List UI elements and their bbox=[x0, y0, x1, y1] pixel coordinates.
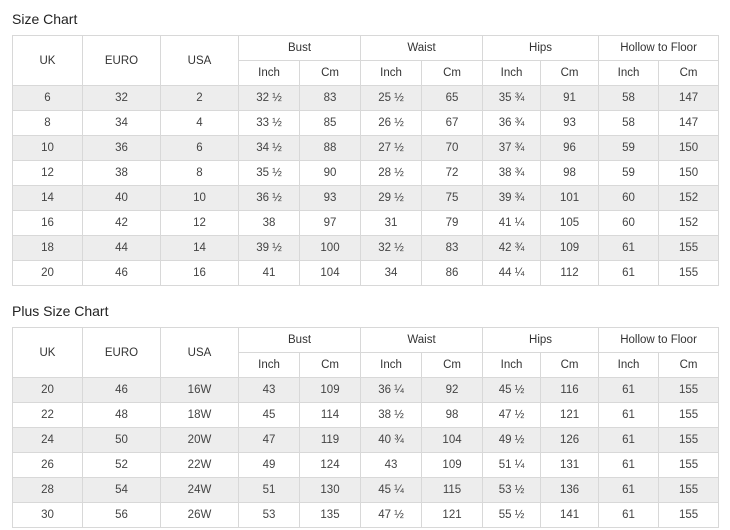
header-hips: Hips bbox=[483, 328, 599, 353]
cell-hollow-inch: 61 bbox=[599, 378, 659, 403]
cell-hollow-inch: 59 bbox=[599, 161, 659, 186]
cell-hips-inch: 53 ½ bbox=[483, 478, 541, 503]
cell-waist-cm: 65 bbox=[422, 86, 483, 111]
cell-bust-cm: 135 bbox=[300, 503, 361, 528]
table-row bbox=[13, 261, 719, 286]
cell-hollow-cm: 147 bbox=[659, 86, 719, 111]
header-hips-inch: Inch bbox=[483, 353, 541, 378]
table-row bbox=[13, 378, 719, 403]
cell-waist-cm: 115 bbox=[422, 478, 483, 503]
cell-usa: 6 bbox=[161, 136, 239, 161]
cell-hollow-cm: 155 bbox=[659, 453, 719, 478]
cell-hollow-cm: 152 bbox=[659, 186, 719, 211]
header-bust-cm: Cm bbox=[300, 61, 361, 86]
cell-euro: 44 bbox=[83, 236, 161, 261]
cell-waist-cm: 83 bbox=[422, 236, 483, 261]
cell-bust-cm: 90 bbox=[300, 161, 361, 186]
cell-waist-cm: 70 bbox=[422, 136, 483, 161]
cell-uk: 20 bbox=[13, 378, 83, 403]
cell-usa: 22W bbox=[161, 453, 239, 478]
cell-hollow-cm: 155 bbox=[659, 261, 719, 286]
cell-uk: 24 bbox=[13, 428, 83, 453]
table-header-group-row bbox=[13, 328, 719, 353]
cell-uk: 22 bbox=[13, 403, 83, 428]
table-row bbox=[13, 403, 719, 428]
cell-uk: 26 bbox=[13, 453, 83, 478]
cell-hollow-cm: 155 bbox=[659, 428, 719, 453]
table-row bbox=[13, 136, 719, 161]
cell-hollow-inch: 61 bbox=[599, 478, 659, 503]
cell-usa: 18W bbox=[161, 403, 239, 428]
cell-hollow-cm: 147 bbox=[659, 111, 719, 136]
cell-usa: 26W bbox=[161, 503, 239, 528]
cell-uk: 10 bbox=[13, 136, 83, 161]
header-hollow-inch: Inch bbox=[599, 353, 659, 378]
header-bust-cm: Cm bbox=[300, 353, 361, 378]
cell-bust-inch: 45 bbox=[239, 403, 300, 428]
cell-hollow-inch: 58 bbox=[599, 111, 659, 136]
cell-usa: 4 bbox=[161, 111, 239, 136]
cell-waist-inch: 45 ¼ bbox=[361, 478, 422, 503]
cell-bust-cm: 93 bbox=[300, 186, 361, 211]
cell-waist-cm: 75 bbox=[422, 186, 483, 211]
cell-bust-inch: 32 ½ bbox=[239, 86, 300, 111]
cell-euro: 38 bbox=[83, 161, 161, 186]
header-bust: Bust bbox=[239, 36, 361, 61]
header-bust-inch: Inch bbox=[239, 353, 300, 378]
cell-usa: 14 bbox=[161, 236, 239, 261]
table-row bbox=[13, 236, 719, 261]
cell-uk: 6 bbox=[13, 86, 83, 111]
header-euro: EURO bbox=[83, 36, 161, 86]
cell-bust-inch: 41 bbox=[239, 261, 300, 286]
cell-hollow-inch: 61 bbox=[599, 403, 659, 428]
cell-usa: 2 bbox=[161, 86, 239, 111]
table-row bbox=[13, 503, 719, 528]
cell-usa: 16W bbox=[161, 378, 239, 403]
cell-waist-inch: 40 ¾ bbox=[361, 428, 422, 453]
cell-euro: 54 bbox=[83, 478, 161, 503]
cell-bust-inch: 43 bbox=[239, 378, 300, 403]
cell-euro: 48 bbox=[83, 403, 161, 428]
cell-euro: 42 bbox=[83, 211, 161, 236]
cell-bust-cm: 119 bbox=[300, 428, 361, 453]
cell-hips-cm: 96 bbox=[541, 136, 599, 161]
table-header-group-row bbox=[13, 36, 719, 61]
header-hips-inch: Inch bbox=[483, 61, 541, 86]
cell-waist-cm: 121 bbox=[422, 503, 483, 528]
cell-hips-cm: 101 bbox=[541, 186, 599, 211]
cell-bust-inch: 36 ½ bbox=[239, 186, 300, 211]
cell-uk: 18 bbox=[13, 236, 83, 261]
cell-hollow-inch: 59 bbox=[599, 136, 659, 161]
cell-uk: 14 bbox=[13, 186, 83, 211]
cell-hips-cm: 121 bbox=[541, 403, 599, 428]
header-bust-inch: Inch bbox=[239, 61, 300, 86]
cell-waist-inch: 27 ½ bbox=[361, 136, 422, 161]
header-waist: Waist bbox=[361, 36, 483, 61]
cell-hips-cm: 91 bbox=[541, 86, 599, 111]
cell-bust-cm: 83 bbox=[300, 86, 361, 111]
cell-hollow-cm: 155 bbox=[659, 478, 719, 503]
cell-hips-cm: 112 bbox=[541, 261, 599, 286]
cell-hollow-cm: 155 bbox=[659, 503, 719, 528]
cell-hips-inch: 39 ¾ bbox=[483, 186, 541, 211]
cell-uk: 30 bbox=[13, 503, 83, 528]
cell-bust-cm: 88 bbox=[300, 136, 361, 161]
header-waist-cm: Cm bbox=[422, 61, 483, 86]
table-row bbox=[13, 161, 719, 186]
table-row bbox=[13, 428, 719, 453]
cell-waist-cm: 86 bbox=[422, 261, 483, 286]
section-spacer bbox=[12, 286, 718, 298]
cell-bust-inch: 38 bbox=[239, 211, 300, 236]
cell-bust-cm: 109 bbox=[300, 378, 361, 403]
header-waist-inch: Inch bbox=[361, 353, 422, 378]
cell-hips-inch: 38 ¾ bbox=[483, 161, 541, 186]
cell-waist-inch: 26 ½ bbox=[361, 111, 422, 136]
cell-hips-inch: 47 ½ bbox=[483, 403, 541, 428]
header-waist-cm: Cm bbox=[422, 353, 483, 378]
cell-usa: 8 bbox=[161, 161, 239, 186]
cell-hips-cm: 126 bbox=[541, 428, 599, 453]
cell-waist-inch: 36 ¼ bbox=[361, 378, 422, 403]
cell-hips-cm: 141 bbox=[541, 503, 599, 528]
cell-euro: 32 bbox=[83, 86, 161, 111]
header-hollow-to-floor: Hollow to Floor bbox=[599, 36, 719, 61]
cell-hips-inch: 51 ¼ bbox=[483, 453, 541, 478]
cell-euro: 50 bbox=[83, 428, 161, 453]
cell-euro: 40 bbox=[83, 186, 161, 211]
cell-uk: 20 bbox=[13, 261, 83, 286]
cell-hips-inch: 42 ¾ bbox=[483, 236, 541, 261]
header-uk: UK bbox=[13, 36, 83, 86]
cell-waist-cm: 92 bbox=[422, 378, 483, 403]
header-usa: USA bbox=[161, 328, 239, 378]
cell-euro: 34 bbox=[83, 111, 161, 136]
cell-bust-cm: 124 bbox=[300, 453, 361, 478]
cell-waist-cm: 79 bbox=[422, 211, 483, 236]
cell-hollow-inch: 58 bbox=[599, 86, 659, 111]
cell-hips-inch: 45 ½ bbox=[483, 378, 541, 403]
header-hips-cm: Cm bbox=[541, 353, 599, 378]
header-hollow-cm: Cm bbox=[659, 353, 719, 378]
header-euro: EURO bbox=[83, 328, 161, 378]
cell-uk: 12 bbox=[13, 161, 83, 186]
header-uk: UK bbox=[13, 328, 83, 378]
cell-waist-cm: 104 bbox=[422, 428, 483, 453]
cell-bust-cm: 104 bbox=[300, 261, 361, 286]
cell-hollow-inch: 60 bbox=[599, 186, 659, 211]
cell-uk: 28 bbox=[13, 478, 83, 503]
cell-hollow-cm: 155 bbox=[659, 403, 719, 428]
cell-hips-cm: 105 bbox=[541, 211, 599, 236]
cell-bust-inch: 51 bbox=[239, 478, 300, 503]
cell-waist-inch: 38 ½ bbox=[361, 403, 422, 428]
table-row bbox=[13, 453, 719, 478]
cell-waist-inch: 43 bbox=[361, 453, 422, 478]
cell-bust-inch: 33 ½ bbox=[239, 111, 300, 136]
cell-hips-inch: 41 ¼ bbox=[483, 211, 541, 236]
cell-bust-inch: 47 bbox=[239, 428, 300, 453]
table-row bbox=[13, 186, 719, 211]
cell-waist-inch: 32 ½ bbox=[361, 236, 422, 261]
cell-bust-inch: 34 ½ bbox=[239, 136, 300, 161]
cell-usa: 16 bbox=[161, 261, 239, 286]
page-title-size-chart: Size Chart bbox=[12, 11, 78, 27]
page-title-plus-size-chart: Plus Size Chart bbox=[12, 303, 109, 319]
cell-euro: 46 bbox=[83, 261, 161, 286]
size-chart-table bbox=[12, 35, 719, 286]
header-usa: USA bbox=[161, 36, 239, 86]
cell-hollow-cm: 155 bbox=[659, 378, 719, 403]
cell-bust-cm: 130 bbox=[300, 478, 361, 503]
cell-waist-cm: 67 bbox=[422, 111, 483, 136]
plus-size-chart-table bbox=[12, 327, 719, 528]
cell-waist-inch: 28 ½ bbox=[361, 161, 422, 186]
cell-waist-inch: 25 ½ bbox=[361, 86, 422, 111]
cell-hips-inch: 55 ½ bbox=[483, 503, 541, 528]
cell-hips-cm: 93 bbox=[541, 111, 599, 136]
cell-hips-inch: 44 ¼ bbox=[483, 261, 541, 286]
cell-hollow-inch: 61 bbox=[599, 503, 659, 528]
table-row bbox=[13, 86, 719, 111]
cell-waist-inch: 34 bbox=[361, 261, 422, 286]
cell-euro: 56 bbox=[83, 503, 161, 528]
cell-hips-cm: 116 bbox=[541, 378, 599, 403]
cell-hips-cm: 136 bbox=[541, 478, 599, 503]
cell-hips-cm: 98 bbox=[541, 161, 599, 186]
cell-bust-inch: 53 bbox=[239, 503, 300, 528]
cell-hollow-cm: 155 bbox=[659, 236, 719, 261]
header-hollow-to-floor: Hollow to Floor bbox=[599, 328, 719, 353]
cell-usa: 10 bbox=[161, 186, 239, 211]
cell-bust-inch: 35 ½ bbox=[239, 161, 300, 186]
cell-hollow-inch: 61 bbox=[599, 453, 659, 478]
cell-uk: 16 bbox=[13, 211, 83, 236]
table-row bbox=[13, 111, 719, 136]
cell-waist-inch: 31 bbox=[361, 211, 422, 236]
cell-hollow-cm: 150 bbox=[659, 136, 719, 161]
cell-hips-inch: 49 ½ bbox=[483, 428, 541, 453]
cell-waist-inch: 29 ½ bbox=[361, 186, 422, 211]
cell-hips-inch: 36 ¾ bbox=[483, 111, 541, 136]
cell-euro: 46 bbox=[83, 378, 161, 403]
cell-bust-cm: 100 bbox=[300, 236, 361, 261]
cell-hips-cm: 109 bbox=[541, 236, 599, 261]
cell-hollow-cm: 150 bbox=[659, 161, 719, 186]
header-hollow-cm: Cm bbox=[659, 61, 719, 86]
cell-waist-inch: 47 ½ bbox=[361, 503, 422, 528]
cell-bust-inch: 49 bbox=[239, 453, 300, 478]
cell-usa: 12 bbox=[161, 211, 239, 236]
cell-bust-cm: 97 bbox=[300, 211, 361, 236]
header-hollow-inch: Inch bbox=[599, 61, 659, 86]
table-row bbox=[13, 478, 719, 503]
cell-hollow-inch: 61 bbox=[599, 428, 659, 453]
header-hips-cm: Cm bbox=[541, 61, 599, 86]
cell-hollow-inch: 60 bbox=[599, 211, 659, 236]
header-waist-inch: Inch bbox=[361, 61, 422, 86]
cell-hollow-cm: 152 bbox=[659, 211, 719, 236]
cell-hips-inch: 35 ¾ bbox=[483, 86, 541, 111]
cell-euro: 52 bbox=[83, 453, 161, 478]
cell-bust-cm: 85 bbox=[300, 111, 361, 136]
cell-waist-cm: 109 bbox=[422, 453, 483, 478]
cell-usa: 24W bbox=[161, 478, 239, 503]
header-bust: Bust bbox=[239, 328, 361, 353]
cell-hollow-inch: 61 bbox=[599, 236, 659, 261]
cell-bust-cm: 114 bbox=[300, 403, 361, 428]
header-waist: Waist bbox=[361, 328, 483, 353]
table-row bbox=[13, 211, 719, 236]
cell-uk: 8 bbox=[13, 111, 83, 136]
cell-waist-cm: 98 bbox=[422, 403, 483, 428]
cell-hips-inch: 37 ¾ bbox=[483, 136, 541, 161]
cell-waist-cm: 72 bbox=[422, 161, 483, 186]
header-hips: Hips bbox=[483, 36, 599, 61]
cell-bust-inch: 39 ½ bbox=[239, 236, 300, 261]
cell-hollow-inch: 61 bbox=[599, 261, 659, 286]
cell-euro: 36 bbox=[83, 136, 161, 161]
cell-usa: 20W bbox=[161, 428, 239, 453]
cell-hips-cm: 131 bbox=[541, 453, 599, 478]
